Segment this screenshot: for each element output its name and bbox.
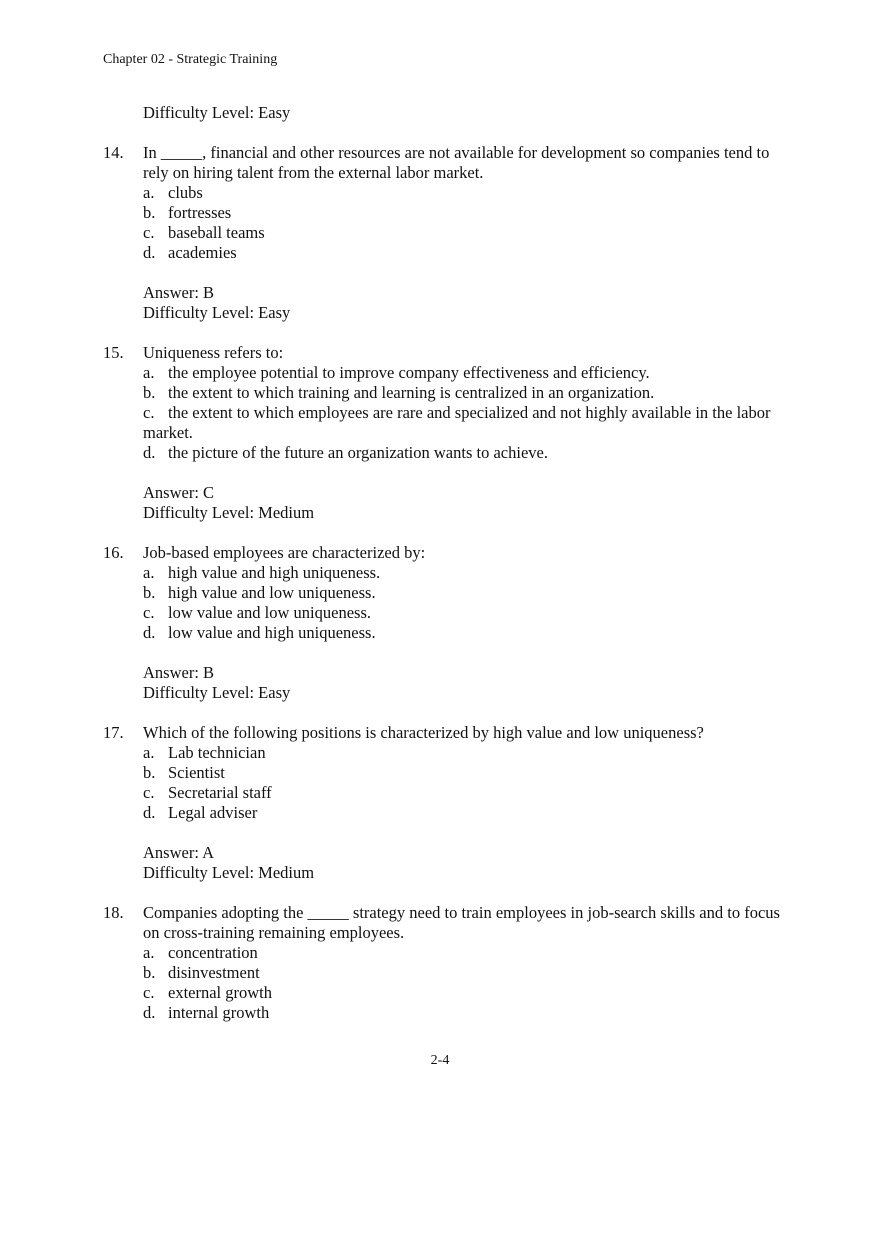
option-d: d. low value and high uniqueness. <box>143 623 376 642</box>
answer-block <box>103 483 783 523</box>
question-15 <box>103 343 783 523</box>
difficulty: Difficulty Level: Easy <box>143 683 291 702</box>
option-c: c. external growth <box>143 983 273 1002</box>
option-b: b. fortresses <box>143 203 232 222</box>
answer-block <box>103 283 783 323</box>
option-c: c. the extent to which employees are rare and specialized and not highly available in the labor market. <box>143 403 771 442</box>
answer-block <box>103 843 783 883</box>
option-d: d. internal growth <box>143 1003 270 1022</box>
option-c: c. low value and low uniqueness. <box>143 603 372 622</box>
page-number: 2-4 <box>430 1053 450 1068</box>
difficulty: Difficulty Level: Medium <box>143 503 315 522</box>
option-b: b. high value and low uniqueness. <box>143 583 376 602</box>
difficulty: Difficulty Level: Medium <box>143 863 315 882</box>
question-number: 18. <box>103 903 124 922</box>
option-d: d. the picture of the future an organization wants to achieve. <box>143 443 548 462</box>
option-d: d. Legal adviser <box>143 803 258 822</box>
option-a: a. high value and high uniqueness. <box>143 563 381 582</box>
option-list <box>103 183 783 263</box>
top-difficulty: Difficulty Level: Easy <box>143 103 291 122</box>
answer: Answer: C <box>143 483 215 502</box>
question-text: Companies adopting the _____ strategy need to train employees in job-search skills and to focus on cross-training remaining employees. <box>143 903 780 942</box>
option-list <box>103 563 783 643</box>
option-b: b. the extent to which training and learning is centralized in an organization. <box>143 383 655 402</box>
question-number: 16. <box>103 543 124 562</box>
option-a: a. clubs <box>143 183 203 202</box>
question-number: 15. <box>103 343 124 362</box>
question-text: Which of the following positions is characterized by high value and low uniqueness? <box>143 723 704 742</box>
option-c: c. baseball teams <box>143 223 265 242</box>
option-a: a. the employee potential to improve company effectiveness and efficiency. <box>143 363 650 382</box>
option-d: d. academies <box>143 243 237 262</box>
question-number: 14. <box>103 143 124 162</box>
option-a: a. concentration <box>143 943 258 962</box>
question-number: 17. <box>103 723 124 742</box>
answer: Answer: A <box>143 843 215 862</box>
difficulty: Difficulty Level: Easy <box>143 303 291 322</box>
question-text: In _____, financial and other resources are not available for development so companies tend to rely on hiring talent from the external labor market. <box>143 143 770 182</box>
option-list <box>103 363 783 463</box>
question-17 <box>103 723 783 883</box>
question-18 <box>103 903 783 1023</box>
option-b: b. Scientist <box>143 763 225 782</box>
option-c: c. Secretarial staff <box>143 783 272 802</box>
answer: Answer: B <box>143 663 215 682</box>
page-content <box>103 103 783 1023</box>
question-text: Job-based employees are characterized by: <box>143 543 426 562</box>
option-b: b. disinvestment <box>143 963 260 982</box>
question-text: Uniqueness refers to: <box>143 343 284 362</box>
option-list <box>103 743 783 823</box>
page-header: Chapter 02 - Strategic Training <box>103 52 278 67</box>
option-list <box>103 943 783 1023</box>
question-14 <box>103 143 783 323</box>
option-a: a. Lab technician <box>143 743 266 762</box>
answer: Answer: B <box>143 283 215 302</box>
answer-block <box>103 663 783 703</box>
question-16 <box>103 543 783 703</box>
